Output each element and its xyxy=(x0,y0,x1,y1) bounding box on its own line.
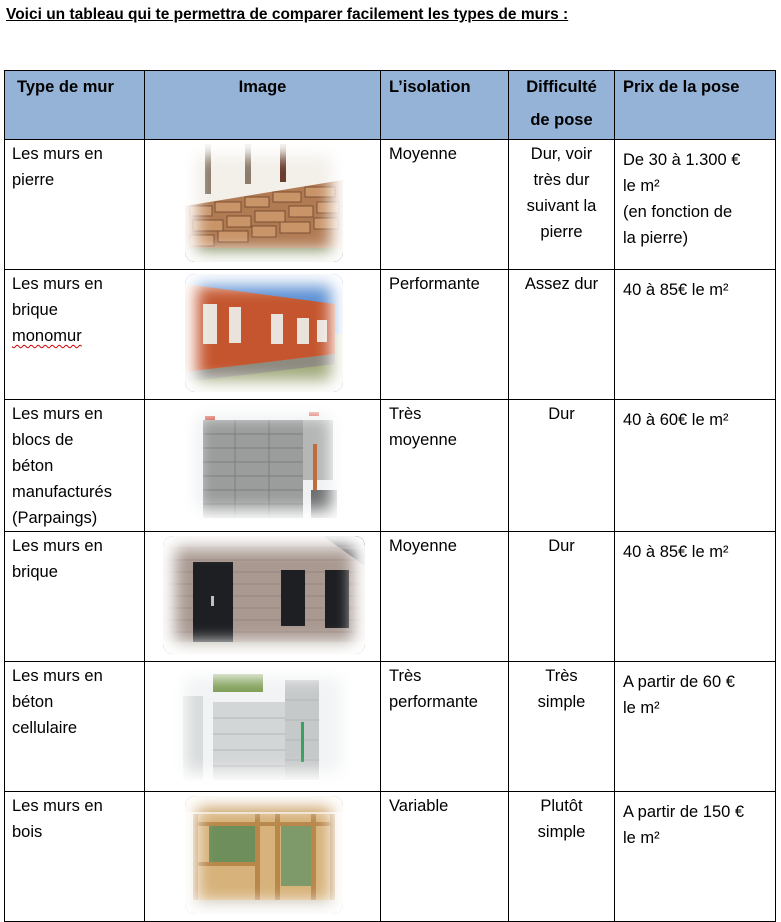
cell-type: Les murs en brique xyxy=(5,532,145,662)
cell-difficulte: Dur xyxy=(509,532,615,662)
cell-image xyxy=(145,270,381,400)
header-difficulte: Difficulté de pose xyxy=(509,71,615,140)
cell-isolation: Moyenne xyxy=(381,140,509,270)
cell-prix: A partir de 150 € le m² xyxy=(615,792,776,922)
cell-prix: 40 à 85€ le m² xyxy=(615,532,776,662)
table-header-row xyxy=(5,71,776,140)
cell-isolation: Très performante xyxy=(381,662,509,792)
cell-prix: De 30 à 1.300 € le m² (en fonction de la pierre) xyxy=(615,140,776,270)
monomur-brick-wall-photo xyxy=(185,274,343,392)
cell-difficulte: Dur, voir très dur suivant la pierre xyxy=(509,140,615,270)
cell-difficulte: Dur xyxy=(509,400,615,532)
cell-image xyxy=(145,400,381,532)
cell-type: Les murs en bois xyxy=(5,792,145,922)
cell-image xyxy=(145,140,381,270)
cell-isolation: Performante xyxy=(381,270,509,400)
cell-image xyxy=(145,662,381,792)
cell-difficulte: Très simple xyxy=(509,662,615,792)
cell-isolation: Variable xyxy=(381,792,509,922)
concrete-block-wall-photo xyxy=(185,404,343,522)
table-row xyxy=(5,400,776,532)
table-row xyxy=(5,140,776,270)
cell-type: Les murs en brique monomur xyxy=(5,270,145,400)
cell-type: Les murs en blocs de béton manufacturés (Parpaings) xyxy=(5,400,145,532)
cell-type: Les murs en pierre xyxy=(5,140,145,270)
cell-isolation: Moyenne xyxy=(381,532,509,662)
page-heading: Voici un tableau qui te permettra de comparer facilement les types de murs : xyxy=(6,6,569,23)
cell-type: Les murs en béton cellulaire xyxy=(5,662,145,792)
cell-prix: A partir de 60 € le m² xyxy=(615,662,776,792)
table-row xyxy=(5,532,776,662)
aerated-concrete-wall-photo xyxy=(173,666,353,784)
cell-image xyxy=(145,792,381,922)
cell-difficulte: Plutôt simple xyxy=(509,792,615,922)
table-row xyxy=(5,270,776,400)
cell-prix: 40 à 85€ le m² xyxy=(615,270,776,400)
brick-facade-photo xyxy=(163,536,365,654)
table-row xyxy=(5,792,776,922)
cell-isolation: Très moyenne xyxy=(381,400,509,532)
header-isolation: L’isolation xyxy=(381,71,509,140)
cell-prix: 40 à 60€ le m² xyxy=(615,400,776,532)
cell-difficulte: Assez dur xyxy=(509,270,615,400)
cell-image xyxy=(145,532,381,662)
table-row xyxy=(5,662,776,792)
stone-wall-photo xyxy=(185,144,343,262)
header-type: Type de mur xyxy=(5,71,145,140)
header-image: Image xyxy=(145,71,381,140)
wall-comparison-table xyxy=(4,70,776,922)
header-prix: Prix de la pose xyxy=(615,71,776,140)
timber-frame-wall-photo xyxy=(185,796,343,914)
